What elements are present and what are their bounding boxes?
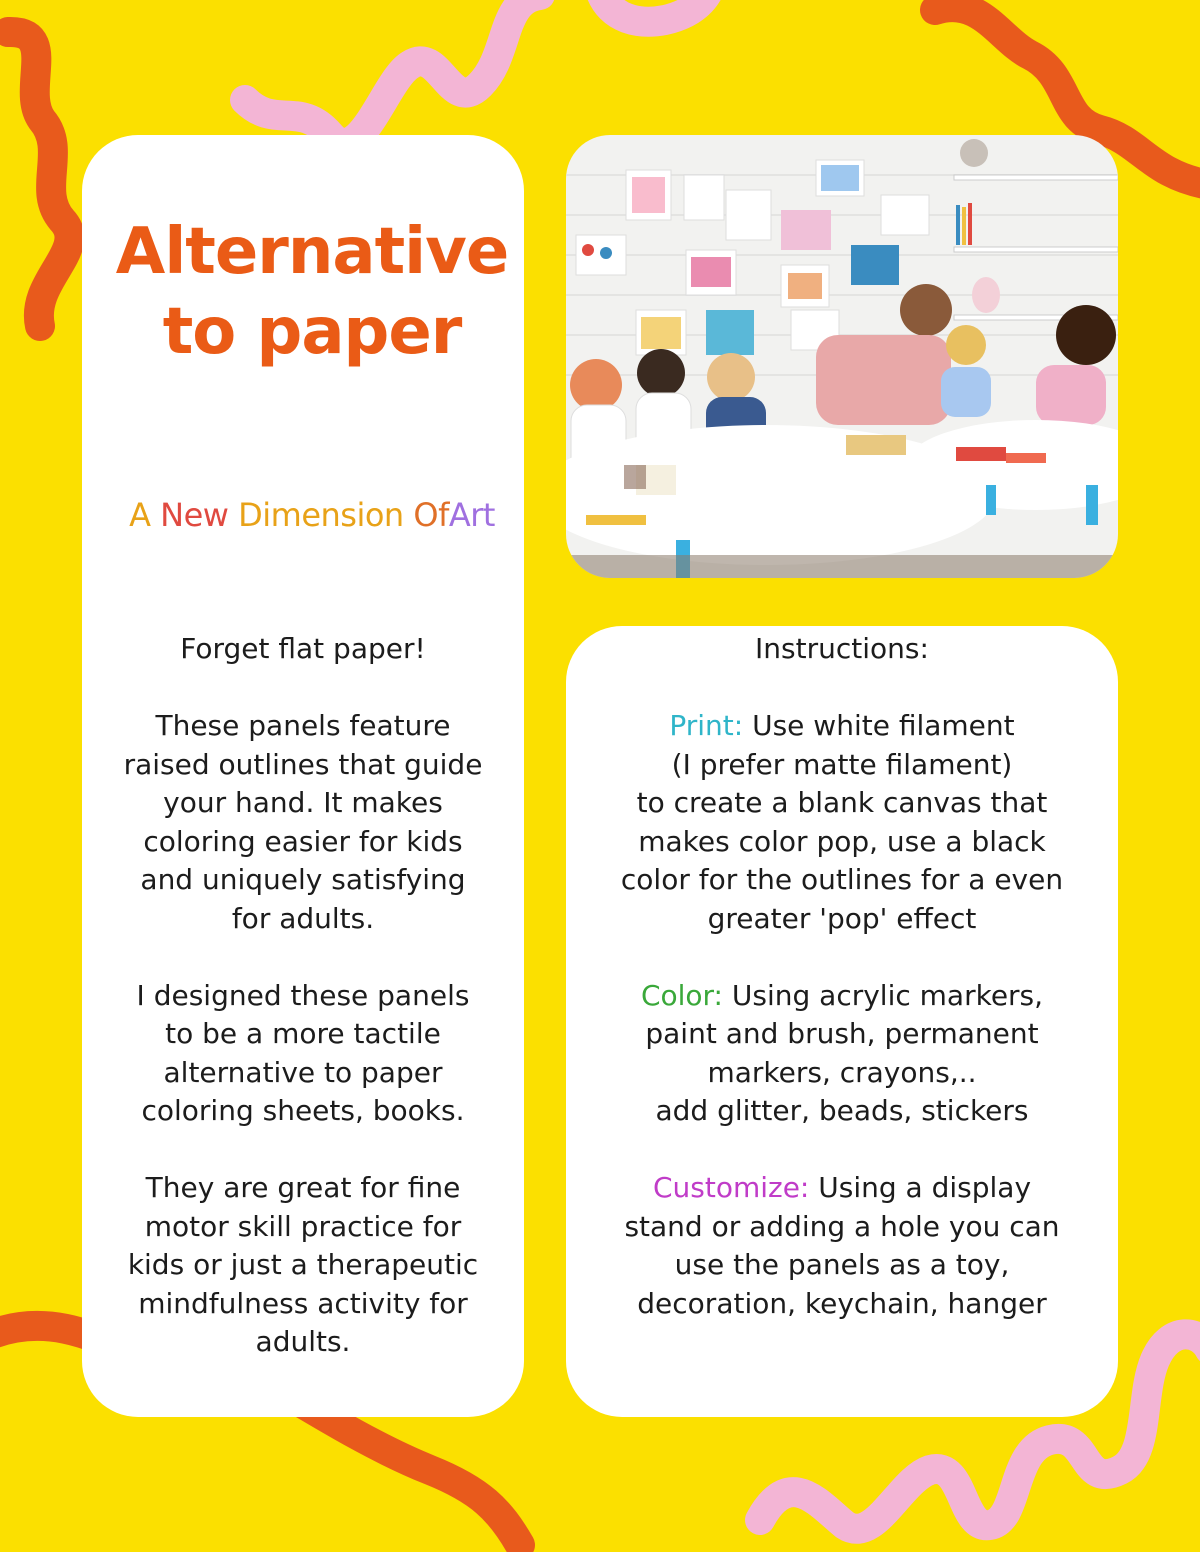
text-line: raised outlines that guide bbox=[123, 747, 483, 781]
instructions-text bbox=[582, 630, 1102, 1362]
text-line: to create a blank canvas that bbox=[636, 786, 1048, 819]
orange-squiggle-topleft bbox=[8, 32, 70, 326]
instructions-heading: Instructions: bbox=[755, 632, 929, 665]
print-text: Use white filament bbox=[743, 709, 1015, 742]
text-line: to be a more tactile bbox=[165, 1017, 441, 1050]
text-line: paint and brush, permanent bbox=[645, 1017, 1039, 1050]
text-line: coloring easier for kids bbox=[143, 824, 463, 858]
text-line: coloring sheets, books. bbox=[141, 1094, 465, 1127]
text-line: greater 'pop' effect bbox=[707, 901, 977, 935]
subtitle-word-3: Dimension bbox=[238, 496, 404, 534]
classroom-art-photo bbox=[566, 135, 1118, 578]
subtitle-word-1: A bbox=[129, 496, 151, 534]
customize-text: Using a display bbox=[809, 1171, 1032, 1204]
text-line: Forget flat paper! bbox=[180, 632, 426, 665]
text-line: These panels feature bbox=[155, 709, 451, 742]
text-line: decoration, keychain, hanger bbox=[637, 1286, 1047, 1320]
left-body-text bbox=[100, 630, 506, 1400]
text-line: and uniquely satisfying bbox=[140, 863, 466, 896]
text-line: markers, crayons,.. bbox=[707, 1055, 977, 1089]
subtitle-word-5: Art bbox=[448, 496, 495, 534]
text-line: your hand. It makes bbox=[163, 786, 443, 819]
instructions-heading-block bbox=[582, 630, 1102, 669]
customize-instruction bbox=[582, 1169, 1102, 1323]
design-paragraph bbox=[100, 977, 506, 1131]
print-label: Print: bbox=[669, 709, 744, 742]
text-line: add glitter, beads, stickers bbox=[655, 1094, 1029, 1127]
text-line: mindfulness activity for bbox=[138, 1286, 468, 1320]
title-line-1: Alternative bbox=[115, 215, 509, 289]
color-instruction bbox=[582, 977, 1102, 1131]
text-line bbox=[582, 977, 1102, 1016]
intro-paragraph bbox=[100, 630, 506, 669]
text-line: (I prefer matte filament) bbox=[671, 747, 1013, 781]
text-line: They are great for fine bbox=[145, 1171, 461, 1204]
pink-squiggle-topcenter bbox=[600, 0, 712, 22]
text-line: alternative to paper bbox=[163, 1055, 443, 1089]
text-line bbox=[582, 707, 1102, 746]
text-line: adults. bbox=[255, 1325, 351, 1358]
text-line: use the panels as a toy, bbox=[674, 1248, 1010, 1281]
color-label: Color: bbox=[640, 978, 723, 1012]
color-text: Using acrylic markers, bbox=[722, 978, 1044, 1012]
features-paragraph bbox=[100, 707, 506, 938]
page-title bbox=[82, 212, 542, 372]
text-line: color for the outlines for a even bbox=[620, 863, 1064, 896]
text-line: stand or adding a hole you can bbox=[624, 1209, 1060, 1243]
text-line: I designed these panels bbox=[136, 978, 470, 1012]
customize-label: Customize: bbox=[652, 1171, 810, 1204]
text-line: makes color pop, use a black bbox=[638, 824, 1046, 858]
text-line: kids or just a therapeutic bbox=[127, 1248, 479, 1281]
title-line-2: to paper bbox=[162, 295, 462, 369]
benefits-paragraph bbox=[100, 1169, 506, 1362]
text-line bbox=[582, 1169, 1102, 1208]
text-line: for adults. bbox=[231, 901, 375, 935]
print-instruction bbox=[582, 707, 1102, 938]
text-line: motor skill practice for bbox=[144, 1209, 462, 1243]
pink-squiggle-top bbox=[245, 0, 540, 143]
subtitle-word-2: New bbox=[160, 496, 229, 534]
subtitle bbox=[82, 493, 542, 537]
subtitle-word-4: Of bbox=[413, 496, 449, 534]
